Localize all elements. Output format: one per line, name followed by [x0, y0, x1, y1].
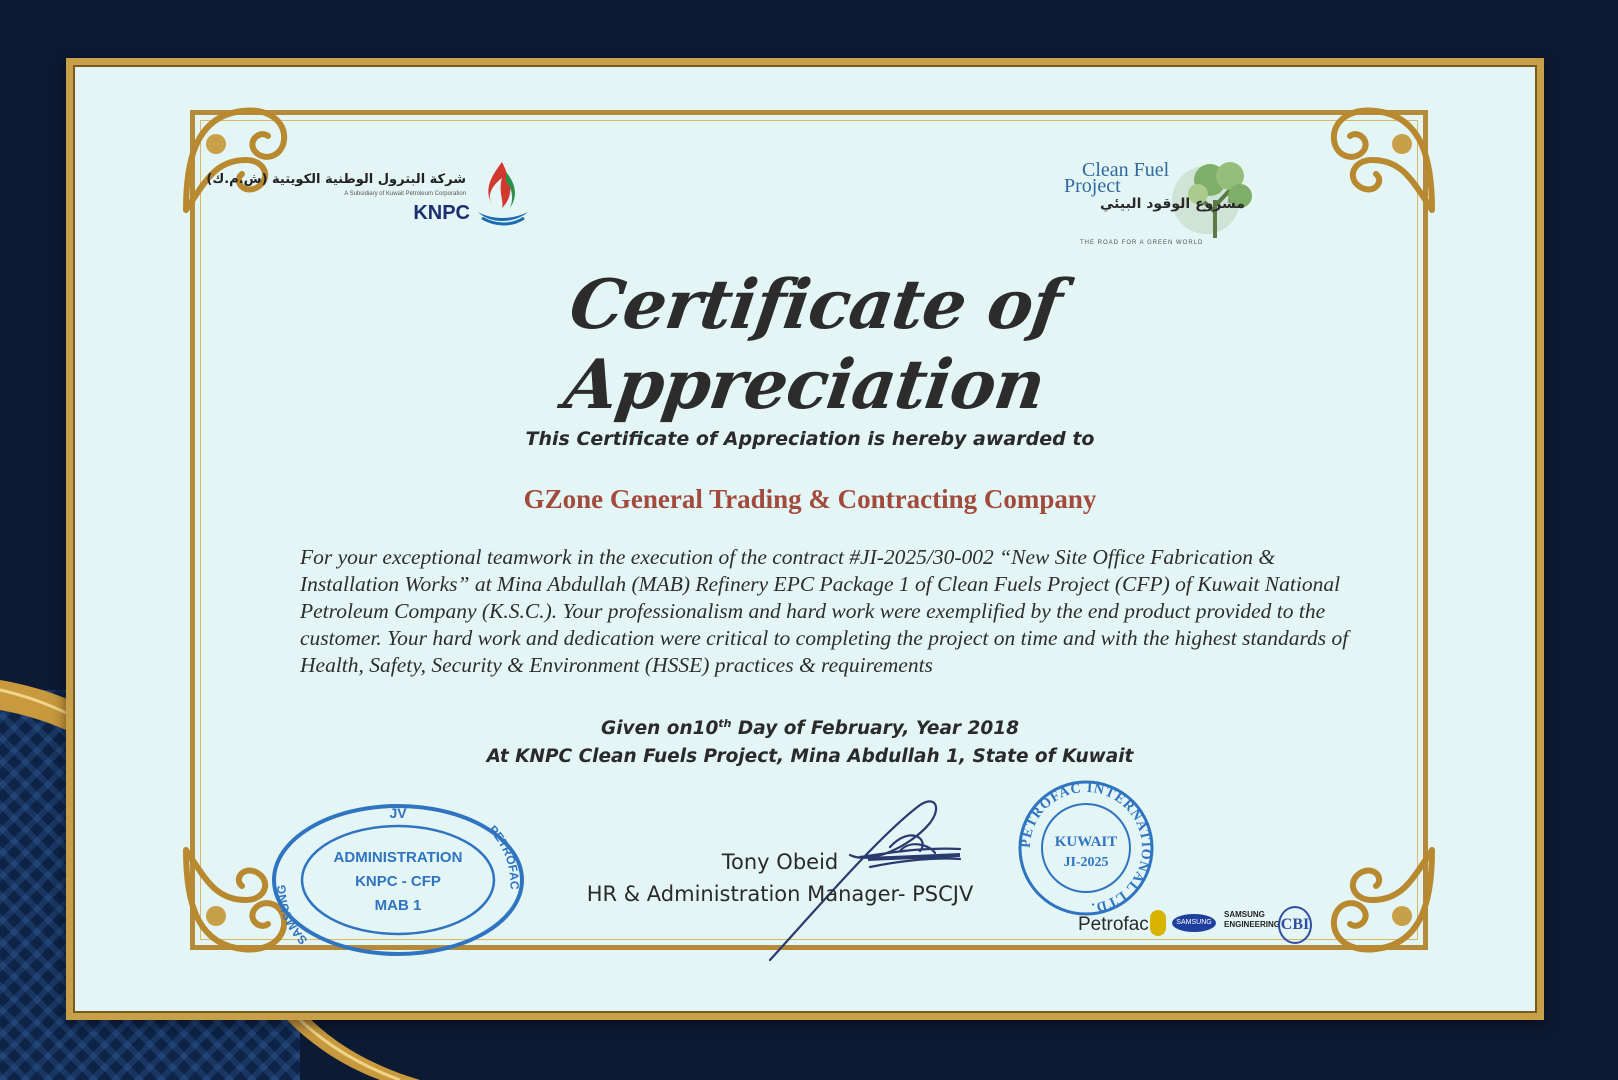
cfp-arabic: مشروع الوقود البيئي: [1100, 196, 1245, 212]
samsung-logo: SAMSUNG: [1172, 914, 1216, 932]
samsung-eng-line1: SAMSUNG: [1224, 910, 1265, 919]
given-date: [420, 710, 1200, 743]
cfp-title: [1064, 159, 1170, 197]
given-prefix: Given on10: [601, 718, 719, 740]
certificate-title: Certificate of Appreciation: [559, 265, 1067, 425]
stamp-line1: ADMINISTRATION: [333, 849, 463, 866]
petrofac-mark-icon: [1150, 910, 1166, 936]
corner-ornament-bottom-right: [1322, 840, 1442, 960]
stamp-line2: KNPC - CFP: [355, 873, 441, 890]
corner-ornament-top-right: [1322, 100, 1442, 220]
stamp-left-arc: SAMSUNG: [274, 884, 311, 948]
knpc-subtitle: A Subsidiary of Kuwait Petroleum Corporation: [344, 191, 466, 197]
signatory-title: HR & Administration Manager- PSCJV: [586, 882, 974, 906]
stamp-arc-text: PETROFAC INTERNATIONAL LTD.: [1018, 780, 1154, 915]
cfp-tagline: THE ROAD FOR A GREEN WORLD: [1080, 240, 1204, 246]
svg-text:PETROFAC: [486, 823, 522, 890]
stamp-line3: MAB 1: [374, 897, 422, 914]
given-location: At KNPC Clean Fuels Project, Mina Abdullah 1, State of Kuwait: [486, 746, 1134, 768]
stamp-right-arc: PETROFAC: [485, 822, 522, 890]
petrofac-logo: Petrofac: [1078, 914, 1149, 935]
clean-fuel-project-logo: [1060, 150, 1260, 260]
partner-logos: [1078, 900, 1318, 948]
stamp-right-line2: JI-2025: [1063, 855, 1109, 870]
certificate-body: For your exceptional teamwork in the execution of the contract #JI-2025/30-002 “New Site Office Fabrication & Installation Works” at Mina Abdullah (MAB) Refinery EPC Package 1 of Clean Fuels Project (CFP) of Kuwait National Petroleum Company (K.S.C.). Your professionalism and hard work were exemplified by the end product provided to the customer. Your hard work and dedication were critical to completing the project on time and with the highest standards of Health, Safety, Security & Environment (HSSE) practices & requirements: [300, 545, 1349, 677]
knpc-arabic-name: شركة البترول الوطنية الكويتية (ش.م.ك): [206, 172, 466, 187]
awarded-line: This Certificate of Appreciation is hereby awarded to: [525, 428, 1095, 450]
given-sup: th: [718, 717, 732, 730]
signatory-block: [560, 846, 1000, 910]
cfp-title-line2: Project: [1064, 175, 1121, 197]
stamp-top-text: JV: [389, 805, 407, 821]
signatory-name: Tony Obeid: [721, 850, 839, 874]
knpc-name: KNPC: [413, 202, 470, 224]
given-block: [420, 710, 1200, 771]
administration-stamp: [268, 800, 528, 960]
petrofac-stamp: [1016, 778, 1156, 918]
corner-ornament-top-left: [176, 100, 296, 220]
cfp-title-line1: Clean Fuel: [1082, 159, 1170, 181]
cbi-logo: CBI: [1278, 906, 1312, 944]
given-suffix: Day of February, Year 2018: [731, 718, 1019, 740]
flame-icon: [472, 158, 532, 228]
samsung-engineering-logo: [1224, 910, 1280, 930]
recipient-name: GZone General Trading & Contracting Company: [523, 484, 1097, 514]
tree-icon: [1170, 150, 1260, 240]
knpc-logo: [206, 158, 546, 230]
samsung-eng-line2: ENGINEERING: [1224, 920, 1281, 929]
stamp-right-line1: KUWAIT: [1054, 834, 1118, 850]
